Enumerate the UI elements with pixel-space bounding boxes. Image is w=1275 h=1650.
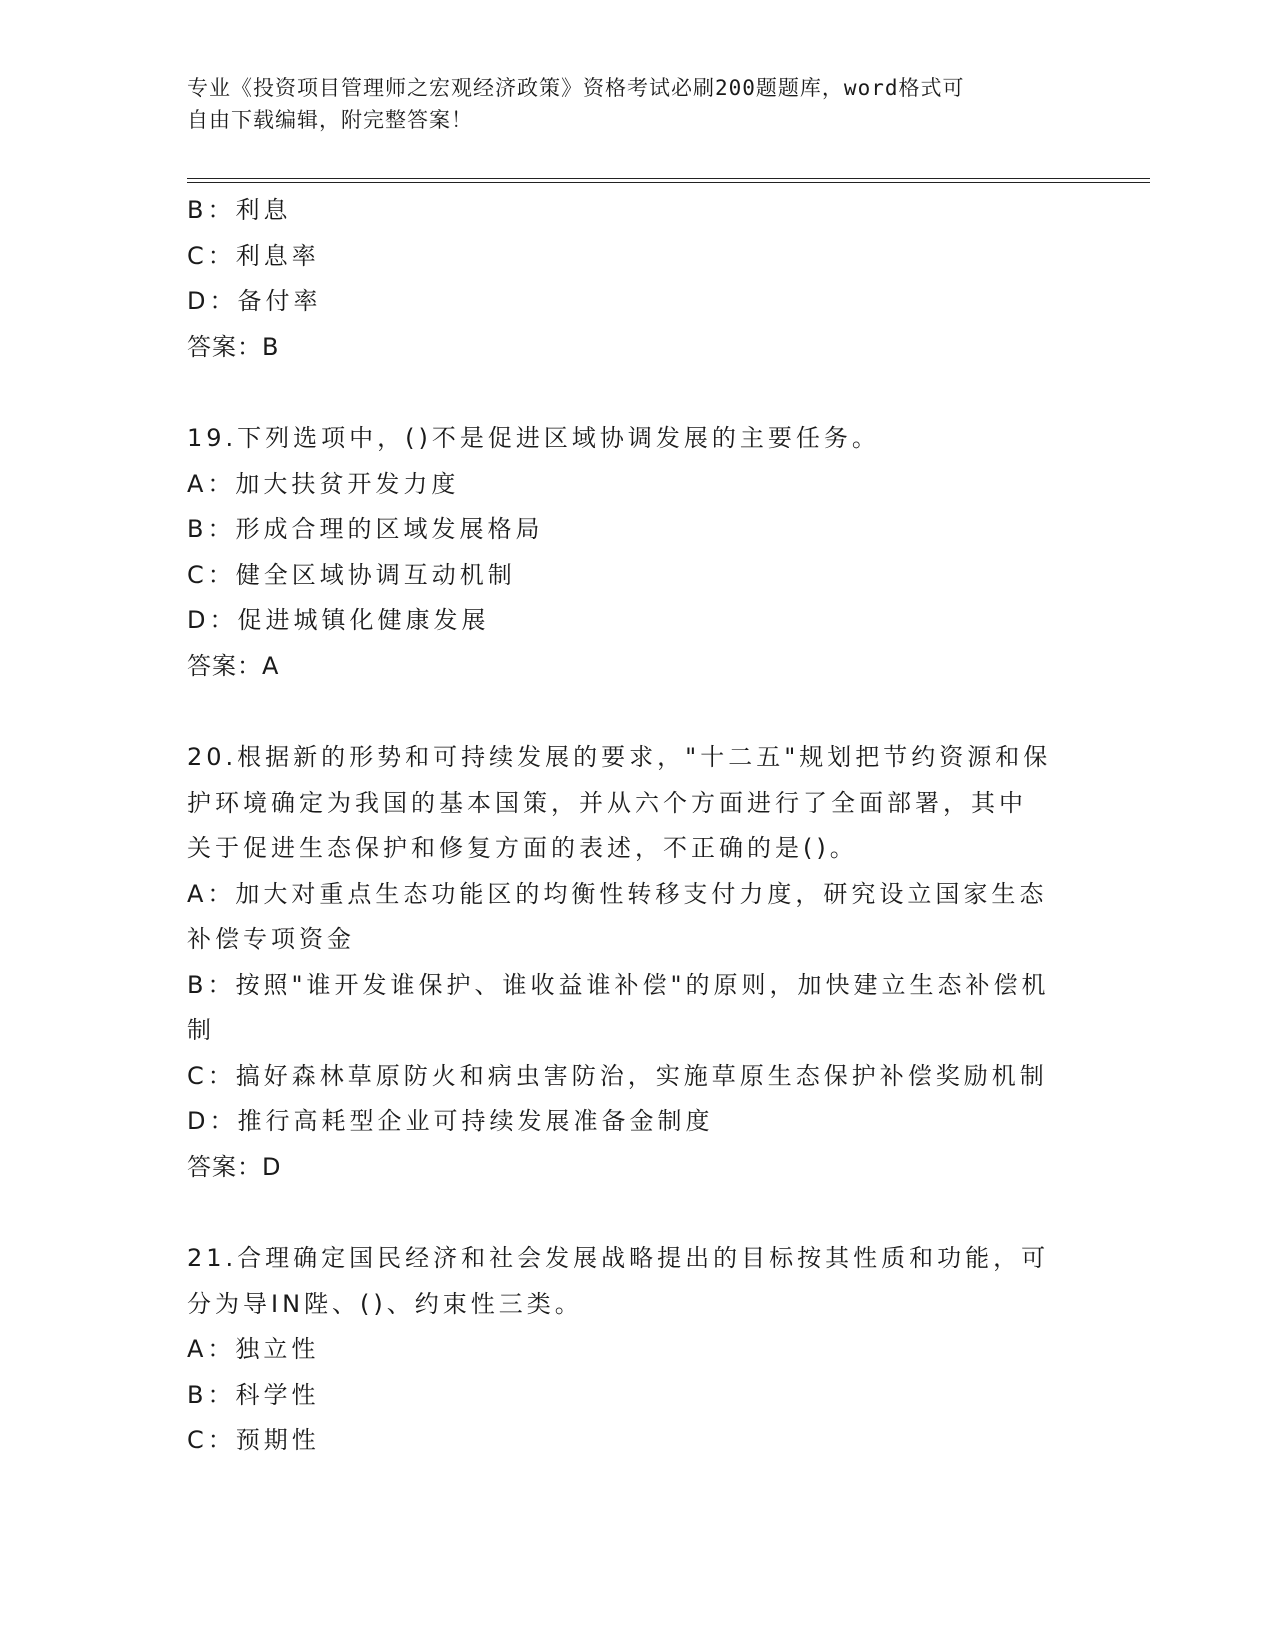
question-stem-line-1: 20.根据新的形势和可持续发展的要求，"十二五"规划把节约资源和保: [187, 743, 1052, 771]
spacer: [187, 1190, 1087, 1236]
document-header: [187, 72, 1067, 136]
question-18-tail: [187, 188, 1087, 370]
document-body: [187, 188, 1087, 1464]
option-d: D：推行高耗型企业可持续发展准备金制度: [187, 1107, 714, 1135]
question-stem-line-2: 护环境确定为我国的基本国策，并从六个方面进行了全面部署，其中: [187, 788, 1027, 817]
option-a: A：加大扶贫开发力度: [187, 469, 460, 498]
question-stem-line-2: 分为导IN陛、()、约束性三类。: [187, 1289, 583, 1318]
header-divider-top: [187, 178, 1150, 179]
question-stem-line-3: 关于促进生态保护和修复方面的表述，不正确的是()。: [187, 834, 858, 862]
option-b-line-2: 制: [187, 1016, 215, 1044]
option-c: C：利息率: [187, 241, 320, 270]
question-stem: 19.下列选项中，()不是促进区域协调发展的主要任务。: [187, 424, 880, 452]
question-20: [187, 735, 1087, 1190]
spacer: [187, 689, 1087, 735]
question-21: [187, 1236, 1087, 1464]
spacer: [187, 370, 1087, 416]
option-a-line-1: A：加大对重点生态功能区的均衡性转移支付力度，研究设立国家生态: [187, 879, 1048, 908]
question-19: [187, 416, 1087, 689]
header-line-1: 专业《投资项目管理师之宏观经济政策》资格考试必刷200题题库，word格式可: [187, 76, 965, 100]
option-c: C：健全区域协调互动机制: [187, 560, 516, 589]
option-d: D：促进城镇化健康发展: [187, 606, 490, 634]
answer-label: 答案：B: [187, 332, 280, 361]
answer-label: 答案：A: [187, 651, 280, 680]
question-stem-line-1: 21.合理确定国民经济和社会发展战略提出的目标按其性质和功能，可: [187, 1244, 1050, 1272]
option-c: C：搞好森林草原防火和病虫害防治，实施草原生态保护补偿奖励机制: [187, 1061, 1048, 1090]
option-b-line-1: B：按照"谁开发谁保护、谁收益谁补偿"的原则，加快建立生态补偿机: [187, 970, 1050, 999]
header-line-2: 自由下载编辑，附完整答案！: [187, 108, 473, 132]
header-divider-bottom: [187, 182, 1150, 183]
option-c: C：预期性: [187, 1426, 320, 1454]
option-d: D：备付率: [187, 287, 322, 315]
option-b: B：形成合理的区域发展格局: [187, 515, 544, 543]
answer-label: 答案：D: [187, 1152, 282, 1181]
option-a: A：独立性: [187, 1335, 320, 1363]
option-b: B：科学性: [187, 1380, 320, 1409]
option-b: B：利息: [187, 196, 292, 224]
option-a-line-2: 补偿专项资金: [187, 925, 355, 953]
